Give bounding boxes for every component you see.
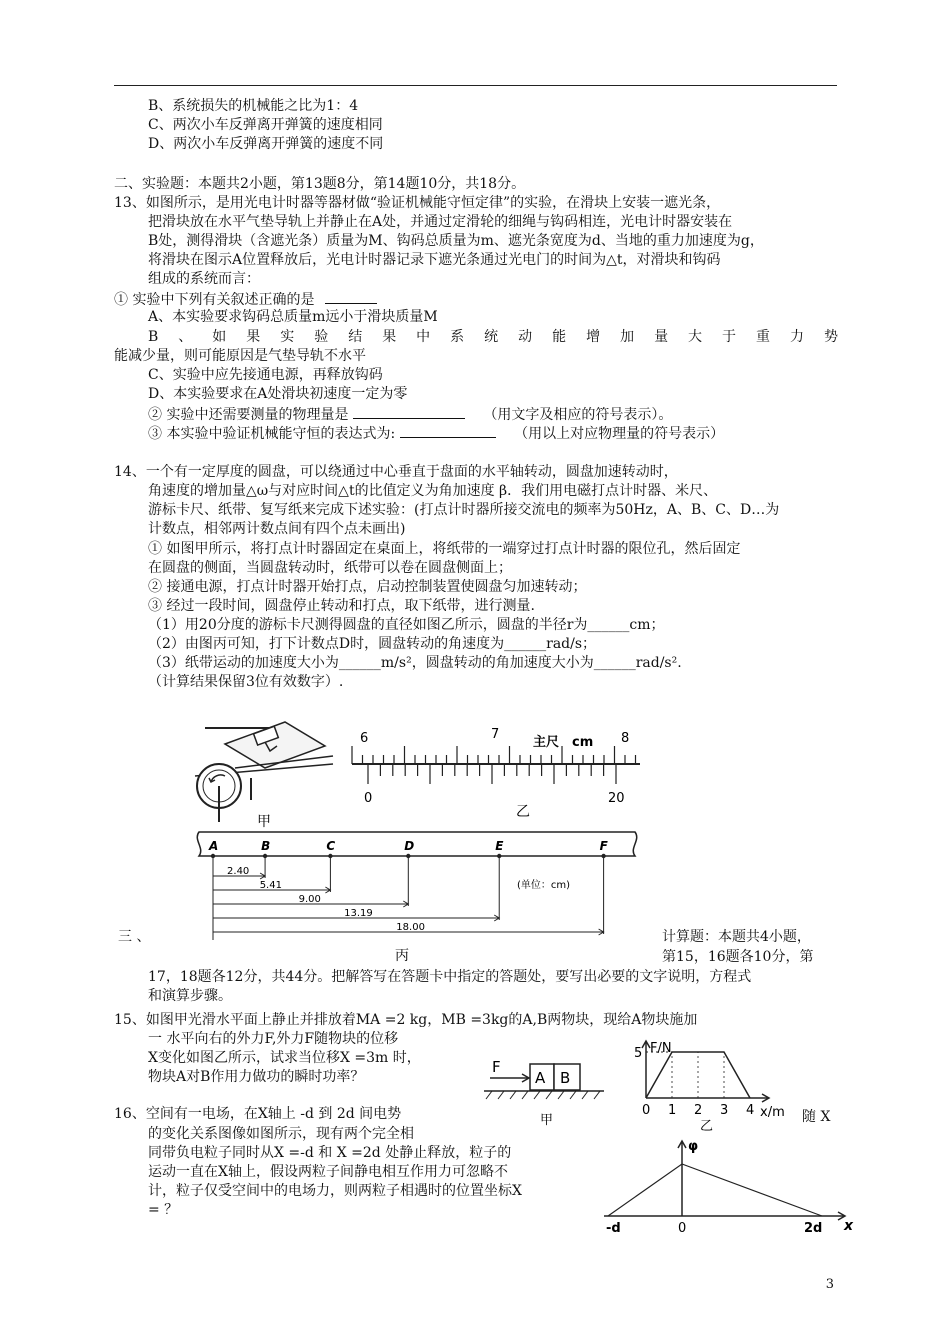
dimension-label: 5.41 — [259, 880, 282, 891]
q13-line5: 组成的系统而言： — [148, 271, 260, 287]
tape-point-label: C — [326, 839, 336, 853]
phi-tick-neg-d: -d — [606, 1221, 621, 1236]
q13-option-b-cont: 能减少量，则可能原因是气垫导轨不水平 — [114, 348, 366, 364]
phi-tick-2d: 2d — [804, 1221, 823, 1236]
x-tick-label: 4 — [746, 1103, 755, 1118]
q16-line1: 16、空间有一电场，在X轴上 -d 到 2d 间电势 — [114, 1106, 402, 1122]
option-b-char: 、 — [178, 329, 193, 345]
force-label: F — [492, 1058, 501, 1076]
tape-point-label: E — [495, 839, 504, 853]
q13-part2 — [148, 404, 672, 425]
q13-line4: 将滑块在图示A位置释放后，光电计时器记录下遮光条通过光电门的时间为△t，对滑块和钩码 — [148, 252, 721, 268]
q15-fig-yi: 乙 — [700, 1119, 714, 1134]
q14-sub2: （2）由图丙可知，打下计数点D时，圆盘转动的角速度为______rad/s； — [148, 636, 597, 652]
figure-q15-force-graph — [628, 1036, 798, 1132]
q14-line4: 计数点，相邻两计数点间有四个点未画出) — [148, 521, 406, 537]
tape-unit-label: (单位：cm) — [517, 880, 571, 891]
option-b-char: 实 — [280, 329, 295, 345]
label-bing: 丙 — [395, 948, 409, 964]
q13-line3: B处，测得滑块（含遮光条）质量为M、钩码总质量为m、遮光条宽度为d、当地的重力加速度为g， — [148, 233, 764, 249]
header-rule — [114, 85, 837, 86]
option-b-char: 中 — [416, 329, 431, 345]
option-b-char: 动 — [518, 329, 533, 345]
q14-line3: 游标卡尺、纸带、复写纸来完成下述实验：(打点计时器所接交流电的频率为50Hz，A、B、C、D…为 — [148, 502, 780, 518]
q13-line1: 13、如图所示，是用光电计时器等器材做“验证机械能守恒定律”的实验，在滑块上安装一遮光条， — [114, 195, 721, 211]
dimension-label: 2.40 — [227, 866, 250, 877]
phi-axis-label: φ — [688, 1139, 699, 1154]
answer-blank — [400, 423, 496, 438]
option-b-char: 于 — [722, 329, 737, 345]
phi-tick-zero: 0 — [678, 1221, 687, 1236]
tape-point-label: A — [209, 839, 219, 853]
option-b-char: 增 — [586, 329, 601, 345]
caliper-main-label: 主尺 — [533, 735, 560, 750]
q13-part3-text: ③ 本实验中验证机械能守恒的表达式为: — [148, 426, 396, 442]
q14-line1: 14、一个有一定厚度的圆盘，可以绕通过中心垂直于盘面的水平轴转动，圆盘加速转动时， — [114, 464, 678, 480]
section3-line3: 17，18题各12分，共44分。把解答写在答题卡中指定的答题处，要写出必要的文字说明，方程式 — [148, 969, 752, 985]
q14-line2: 角速度的增加量△ω与对应时间△t的比值定义为角加速度 β．我们用电磁打点计时器、米尺、 — [148, 483, 718, 499]
option-b-char: 大 — [688, 329, 703, 345]
figure-q15-blocks — [482, 1056, 612, 1128]
option-b-char: 加 — [620, 329, 635, 345]
q13-part2-text: ② 实验中还需要测量的物理量是 — [148, 407, 349, 423]
q15-fig-jia: 甲 — [540, 1113, 554, 1128]
option-b-char: 重 — [756, 329, 771, 345]
dimension-label: 18.00 — [396, 922, 425, 933]
figure-jia-timer-disk — [195, 716, 335, 836]
block-a-label: A — [535, 1069, 546, 1087]
label-jia: 甲 — [257, 814, 271, 830]
label-yi: 乙 — [516, 804, 530, 820]
option-b-char: 系 — [450, 329, 465, 345]
q14-note: （计算结果保留3位有效数字）. — [148, 674, 344, 690]
option-b-char: 验 — [314, 329, 329, 345]
phi-x-label: x — [844, 1218, 854, 1234]
section2-heading: 二、实验题：本题共2小题，第13题8分，第14题10分，共18分。 — [114, 176, 526, 192]
q14-step1b: 在圆盘的侧面，当圆盘转动时，纸带可以卷在圆盘侧面上； — [148, 560, 512, 576]
q13-part1 — [114, 289, 377, 310]
q14-step2: ② 接通电源，打点计时器开始打点，启动控制装置使圆盘匀加速转动； — [148, 579, 587, 595]
option-b-char: 果 — [382, 329, 397, 345]
q14-sub3: （3）纸带运动的加速度大小为______m/s²，圆盘转动的角加速度大小为______rad/s². — [148, 655, 682, 671]
q13-part3 — [148, 423, 724, 444]
answer-blank — [353, 404, 465, 419]
section3-right1: 计算题：本题共4小题， — [662, 929, 811, 945]
vernier-scale-ticks — [368, 764, 616, 784]
dimension-label: 13.19 — [344, 908, 373, 919]
y-axis-label: F/N — [650, 1041, 672, 1056]
q13-part2-tail: （用文字及相应的符号表示）。 — [483, 407, 673, 423]
q15-line2: 一 水平向右的外力F,外力F随物块的位移 — [148, 1031, 399, 1047]
x-tick-label: 1 — [668, 1103, 677, 1118]
option-b-char: 统 — [484, 329, 499, 345]
option-b-char: 如 — [212, 329, 227, 345]
q13-option-d: D、本实验要求在A处滑块初速度一定为零 — [148, 386, 408, 402]
vernier-tick-0: 0 — [364, 791, 373, 806]
y-tick-label: 5 — [634, 1046, 643, 1061]
q12-option-d: D、两次小车反弹离开弹簧的速度不同 — [148, 136, 384, 152]
force-graph-ticks — [634, 1046, 754, 1118]
q14-sub1: （1）用20分度的游标卡尺测得圆盘的直径如图乙所示，圆盘的半径r为______cm； — [148, 617, 665, 633]
q16-line2: 的变化关系图像如图所示，现有两个完全相 — [148, 1126, 414, 1142]
q13-part3-tail: （用以上对应物理量的符号表示） — [514, 426, 725, 442]
figure-q16-potential-graph — [600, 1138, 860, 1238]
q13-line2: 把滑块放在水平气垫导轨上并静止在A处，并通过定滑轮的细绳与钩码相连，光电计时器安装在 — [148, 214, 733, 230]
x-tick-label: 0 — [642, 1103, 651, 1118]
figure-yi-vernier-caliper — [340, 724, 650, 820]
caliper-tick-6: 6 — [360, 731, 369, 746]
q12-option-b: B、系统损失的机械能之比为1：4 — [148, 98, 359, 114]
tape-point-label: F — [599, 839, 608, 853]
section3-right2: 第15，16题各10分，第 — [662, 949, 814, 965]
q16-line3: 同带负电粒子同时从X =-d 和 X =2d 处静止释放，粒子的 — [148, 1145, 512, 1161]
caliper-tick-8: 8 — [621, 731, 630, 746]
q15-line4: 物块A对B作用力做功的瞬时功率？ — [148, 1069, 365, 1085]
answer-blank — [325, 289, 377, 304]
option-b-char: 能 — [552, 329, 567, 345]
caliper-unit: cm — [572, 735, 594, 750]
q16-line6: = ？ — [148, 1202, 179, 1218]
q13-option-a: A、本实验要求钩码总质量m远小于滑块质量M — [148, 309, 438, 325]
x-axis-label: x/m — [760, 1105, 785, 1120]
tape-point-label: B — [261, 839, 271, 853]
section3-prefix: 三 、 — [118, 929, 151, 945]
q13-option-b — [148, 328, 838, 347]
q16-line4: 运动一直在X轴上，假设两粒子间静电相互作用力可忽略不 — [148, 1164, 508, 1180]
q16-right-tail: 随 X — [802, 1109, 831, 1125]
option-b-char: B — [148, 329, 159, 345]
q14-step3: ③ 经过一段时间，圆盘停止转动和打点，取下纸带，进行测量. — [148, 598, 535, 614]
option-b-char: 力 — [790, 329, 804, 345]
section3-line4: 和演算步骤。 — [148, 988, 232, 1004]
potential-curve — [608, 1164, 822, 1216]
q15-line3: X变化如图乙所示，试求当位移X =3m 时， — [148, 1050, 421, 1066]
q13-part1-text: ① 实验中下列有关叙述正确的是 — [114, 292, 315, 308]
figure-bing-paper-tape — [195, 826, 651, 966]
page-number: 3 — [825, 1277, 834, 1292]
q12-option-c: C、两次小车反弹离开弹簧的速度相同 — [148, 117, 383, 133]
block-b-label: B — [560, 1069, 571, 1087]
vernier-tick-20: 20 — [608, 791, 625, 806]
caliper-tick-7: 7 — [491, 727, 500, 742]
option-b-char: 量 — [654, 329, 669, 345]
dimension-label: 9.00 — [298, 894, 321, 905]
q13-option-c: C、实验中应先接通电源，再释放钩码 — [148, 367, 383, 383]
option-b-char: 结 — [348, 329, 363, 345]
x-tick-label: 3 — [720, 1103, 729, 1118]
q15-line1: 15、如图甲光滑水平面上静止并排放着MA =2 kg，MB =3kg的A,B两物块，现给A物块施加 — [114, 1012, 698, 1028]
option-b-char: 势 — [823, 329, 838, 345]
x-tick-label: 2 — [694, 1103, 703, 1118]
q16-line5: 计，粒子仅受空间中的电场力，则两粒子相遇时的位置坐标X — [148, 1183, 522, 1199]
tape-point-label: D — [404, 839, 415, 853]
option-b-char: 果 — [246, 329, 261, 345]
q14-step1a: ① 如图甲所示，将打点计时器固定在桌面上，将纸带的一端穿过打点计时器的限位孔，然后固定 — [148, 541, 741, 557]
